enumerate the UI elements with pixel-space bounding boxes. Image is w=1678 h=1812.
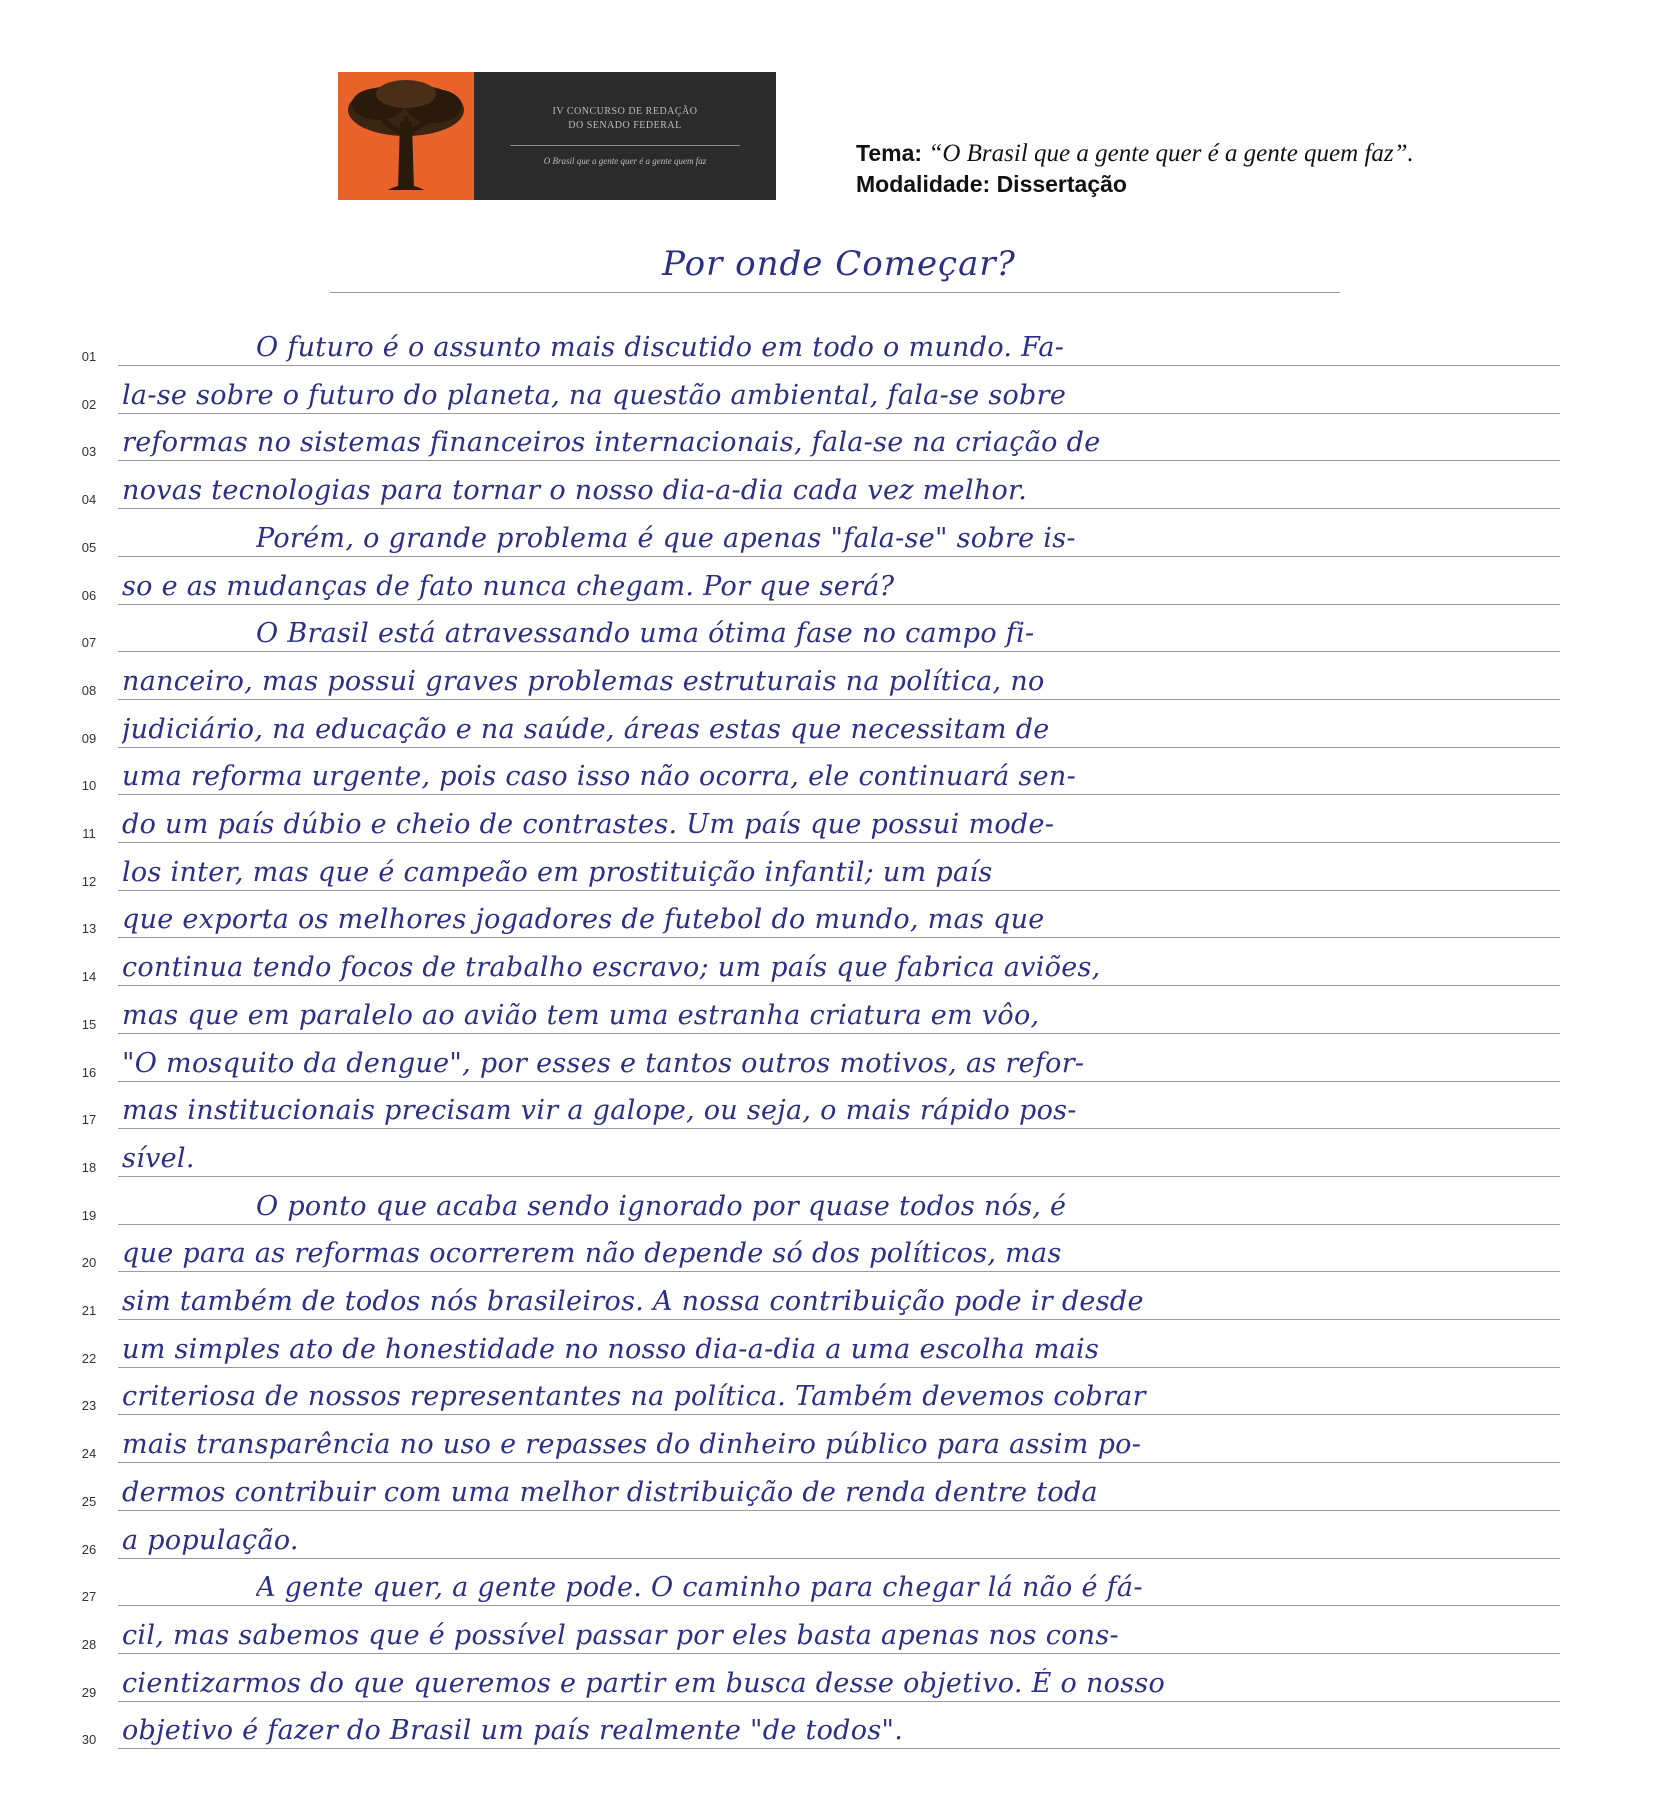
handwritten-text: O futuro é o assunto mais discutido em todo o mundo. Fa-	[256, 332, 1065, 363]
essay-line	[0, 1367, 1678, 1415]
essay-line	[0, 461, 1678, 509]
handwritten-text: cil, mas sabemos que é possível passar por eles basta apenas nos cons-	[122, 1619, 1119, 1651]
essay-line	[0, 413, 1678, 461]
handwritten-text: objetivo é fazer do Brasil um país realmente "de todos".	[122, 1715, 904, 1747]
handwritten-text: Porém, o grande problema é que apenas "fala-se" sobre is-	[256, 522, 1076, 554]
handwritten-text: mas que em paralelo ao avião tem uma estranha criatura em vôo,	[122, 999, 1040, 1031]
essay-line	[0, 795, 1678, 843]
essay-line	[0, 1081, 1678, 1129]
logo-tagline: O Brasil que a gente quer é a gente quem faz	[543, 156, 707, 166]
line-number: 09	[81, 730, 97, 746]
line-number: 15	[81, 1016, 97, 1032]
contest-logo	[338, 72, 776, 200]
handwritten-text: que para as reformas ocorrerem não depende só dos políticos, mas	[122, 1238, 1062, 1270]
handwritten-text: reformas no sistemas financeiros internacionais, fala-se na criação de	[122, 427, 1101, 459]
modality-line	[856, 169, 1414, 199]
essay-line	[0, 652, 1678, 700]
line-number: 08	[81, 682, 97, 698]
line-number: 17	[81, 1112, 97, 1128]
logo-title-line1: IV CONCURSO DE REDAÇÃO	[552, 106, 698, 117]
line-number: 01	[81, 349, 97, 364]
handwritten-text: que exporta os melhores jogadores de futebol do mundo, mas que	[122, 904, 1045, 936]
line-number: 30	[81, 1732, 97, 1748]
line-number: 21	[81, 1303, 97, 1318]
essay-line	[0, 1415, 1678, 1463]
line-number: 12	[81, 873, 97, 889]
handwritten-text: nanceiro, mas possui graves problemas estruturais na política, no	[122, 665, 1045, 697]
line-number: 10	[81, 778, 97, 794]
handwritten-text: A gente quer, a gente pode. O caminho para chegar lá não é fá-	[256, 1572, 1143, 1604]
handwritten-text: criteriosa de nossos representantes na política. Também devemos cobrar	[122, 1381, 1146, 1413]
essay-line	[0, 700, 1678, 748]
handwritten-text: O ponto que acaba sendo ignorado por quase todos nós, é	[256, 1190, 1067, 1222]
essay-line	[0, 1177, 1678, 1225]
line-number: 19	[81, 1207, 97, 1223]
essay-line	[0, 1654, 1678, 1702]
handwritten-text: novas tecnologias para tornar o nosso dia-a-dia cada vez melhor.	[122, 475, 1028, 507]
line-number: 18	[81, 1159, 97, 1175]
essay-line	[0, 1272, 1678, 1320]
line-number: 24	[81, 1446, 97, 1462]
handwritten-text: a população.	[122, 1524, 299, 1556]
line-number: 16	[81, 1064, 97, 1080]
essay-line	[0, 1034, 1678, 1082]
essay-line	[0, 1606, 1678, 1654]
handwritten-text: uma reforma urgente, pois caso isso não ocorra, ele continuará sen-	[122, 761, 1077, 793]
line-number: 28	[81, 1636, 97, 1652]
line-number: 11	[82, 826, 96, 841]
line-number: 02	[81, 396, 97, 412]
handwritten-text: judiciário, na educação e na saúde, áreas estas que necessitam de	[122, 713, 1050, 745]
handwritten-text: mas institucionais precisam vir a galope, ou seja, o mais rápido pos-	[122, 1095, 1077, 1127]
essay-line	[0, 509, 1678, 557]
essay-line	[0, 1129, 1678, 1177]
handwritten-text: sível.	[122, 1142, 195, 1174]
essay-line	[0, 1558, 1678, 1606]
modality-value: Dissertação	[996, 171, 1127, 197]
logo-text-panel	[474, 72, 776, 200]
line-number: 27	[81, 1589, 97, 1605]
essay-line	[0, 986, 1678, 1034]
line-number: 29	[81, 1684, 97, 1700]
line-number: 07	[81, 635, 97, 651]
handwritten-text: "O mosquito da dengue", por esses e tantos outros motivos, as refor-	[122, 1047, 1085, 1079]
line-number: 06	[81, 587, 97, 603]
handwritten-text: so e as mudanças de fato nunca chegam. Por que será?	[122, 570, 895, 602]
essay-title: Por onde Começar?	[662, 244, 1016, 284]
line-number: 04	[81, 492, 97, 508]
handwritten-text: mais transparência no uso e repasses do dinheiro público para assim po-	[122, 1429, 1142, 1461]
essay-line	[0, 747, 1678, 795]
title-rule	[330, 292, 1340, 293]
line-number: 20	[81, 1255, 97, 1271]
essay-line	[0, 938, 1678, 986]
line-number: 25	[81, 1493, 97, 1509]
logo-title-line2: DO SENADO FEDERAL	[568, 120, 682, 131]
essay-line	[0, 557, 1678, 605]
handwritten-text: do um país dúbio e cheio de contrastes. Um país que possui mode-	[122, 809, 1055, 840]
handwritten-text: O Brasil está atravessando uma ótima fase no campo fi-	[256, 618, 1035, 650]
essay-line	[0, 843, 1678, 891]
handwritten-text: los inter, mas que é campeão em prostituição infantil; um país	[122, 856, 993, 888]
handwritten-text: cientizarmos do que queremos e partir em busca desse objetivo. É o nosso	[122, 1667, 1166, 1699]
line-number: 26	[81, 1541, 97, 1557]
essay-line	[0, 1511, 1678, 1559]
theme-value: “O Brasil que a gente quer é a gente quem faz”.	[928, 140, 1414, 167]
theme-block	[856, 138, 1414, 199]
essay-line	[0, 1463, 1678, 1511]
handwritten-text: continua tendo focos de trabalho escravo; um país que fabrica aviões,	[122, 952, 1101, 984]
modality-label: Modalidade:	[856, 171, 991, 197]
essay-line	[0, 318, 1678, 366]
line-number: 13	[81, 921, 97, 937]
handwritten-text: dermos contribuir com uma melhor distribuição de renda dentre toda	[122, 1476, 1098, 1508]
essay-line	[0, 1701, 1678, 1749]
essay-line	[0, 366, 1678, 414]
handwritten-text: um simples ato de honestidade no nosso dia-a-dia a uma escolha mais	[122, 1333, 1100, 1365]
logo-divider	[510, 145, 740, 146]
essay-line	[0, 604, 1678, 652]
line-number: 14	[81, 969, 97, 985]
line-number: 05	[81, 539, 97, 555]
essay-line	[0, 890, 1678, 938]
theme-line	[856, 138, 1414, 169]
essay-line	[0, 1224, 1678, 1272]
essay-line	[0, 1320, 1678, 1368]
line-number: 23	[81, 1398, 97, 1414]
handwritten-text: la-se sobre o futuro do planeta, na questão ambiental, fala-se sobre	[122, 379, 1067, 411]
line-number: 22	[81, 1350, 97, 1366]
ruled-line	[118, 1748, 1560, 1749]
line-number: 03	[81, 444, 97, 460]
tree-icon	[338, 72, 474, 200]
handwritten-text: sim também de todos nós brasileiros. A nossa contribuição pode ir desde	[122, 1286, 1144, 1317]
theme-label: Tema:	[856, 140, 923, 166]
